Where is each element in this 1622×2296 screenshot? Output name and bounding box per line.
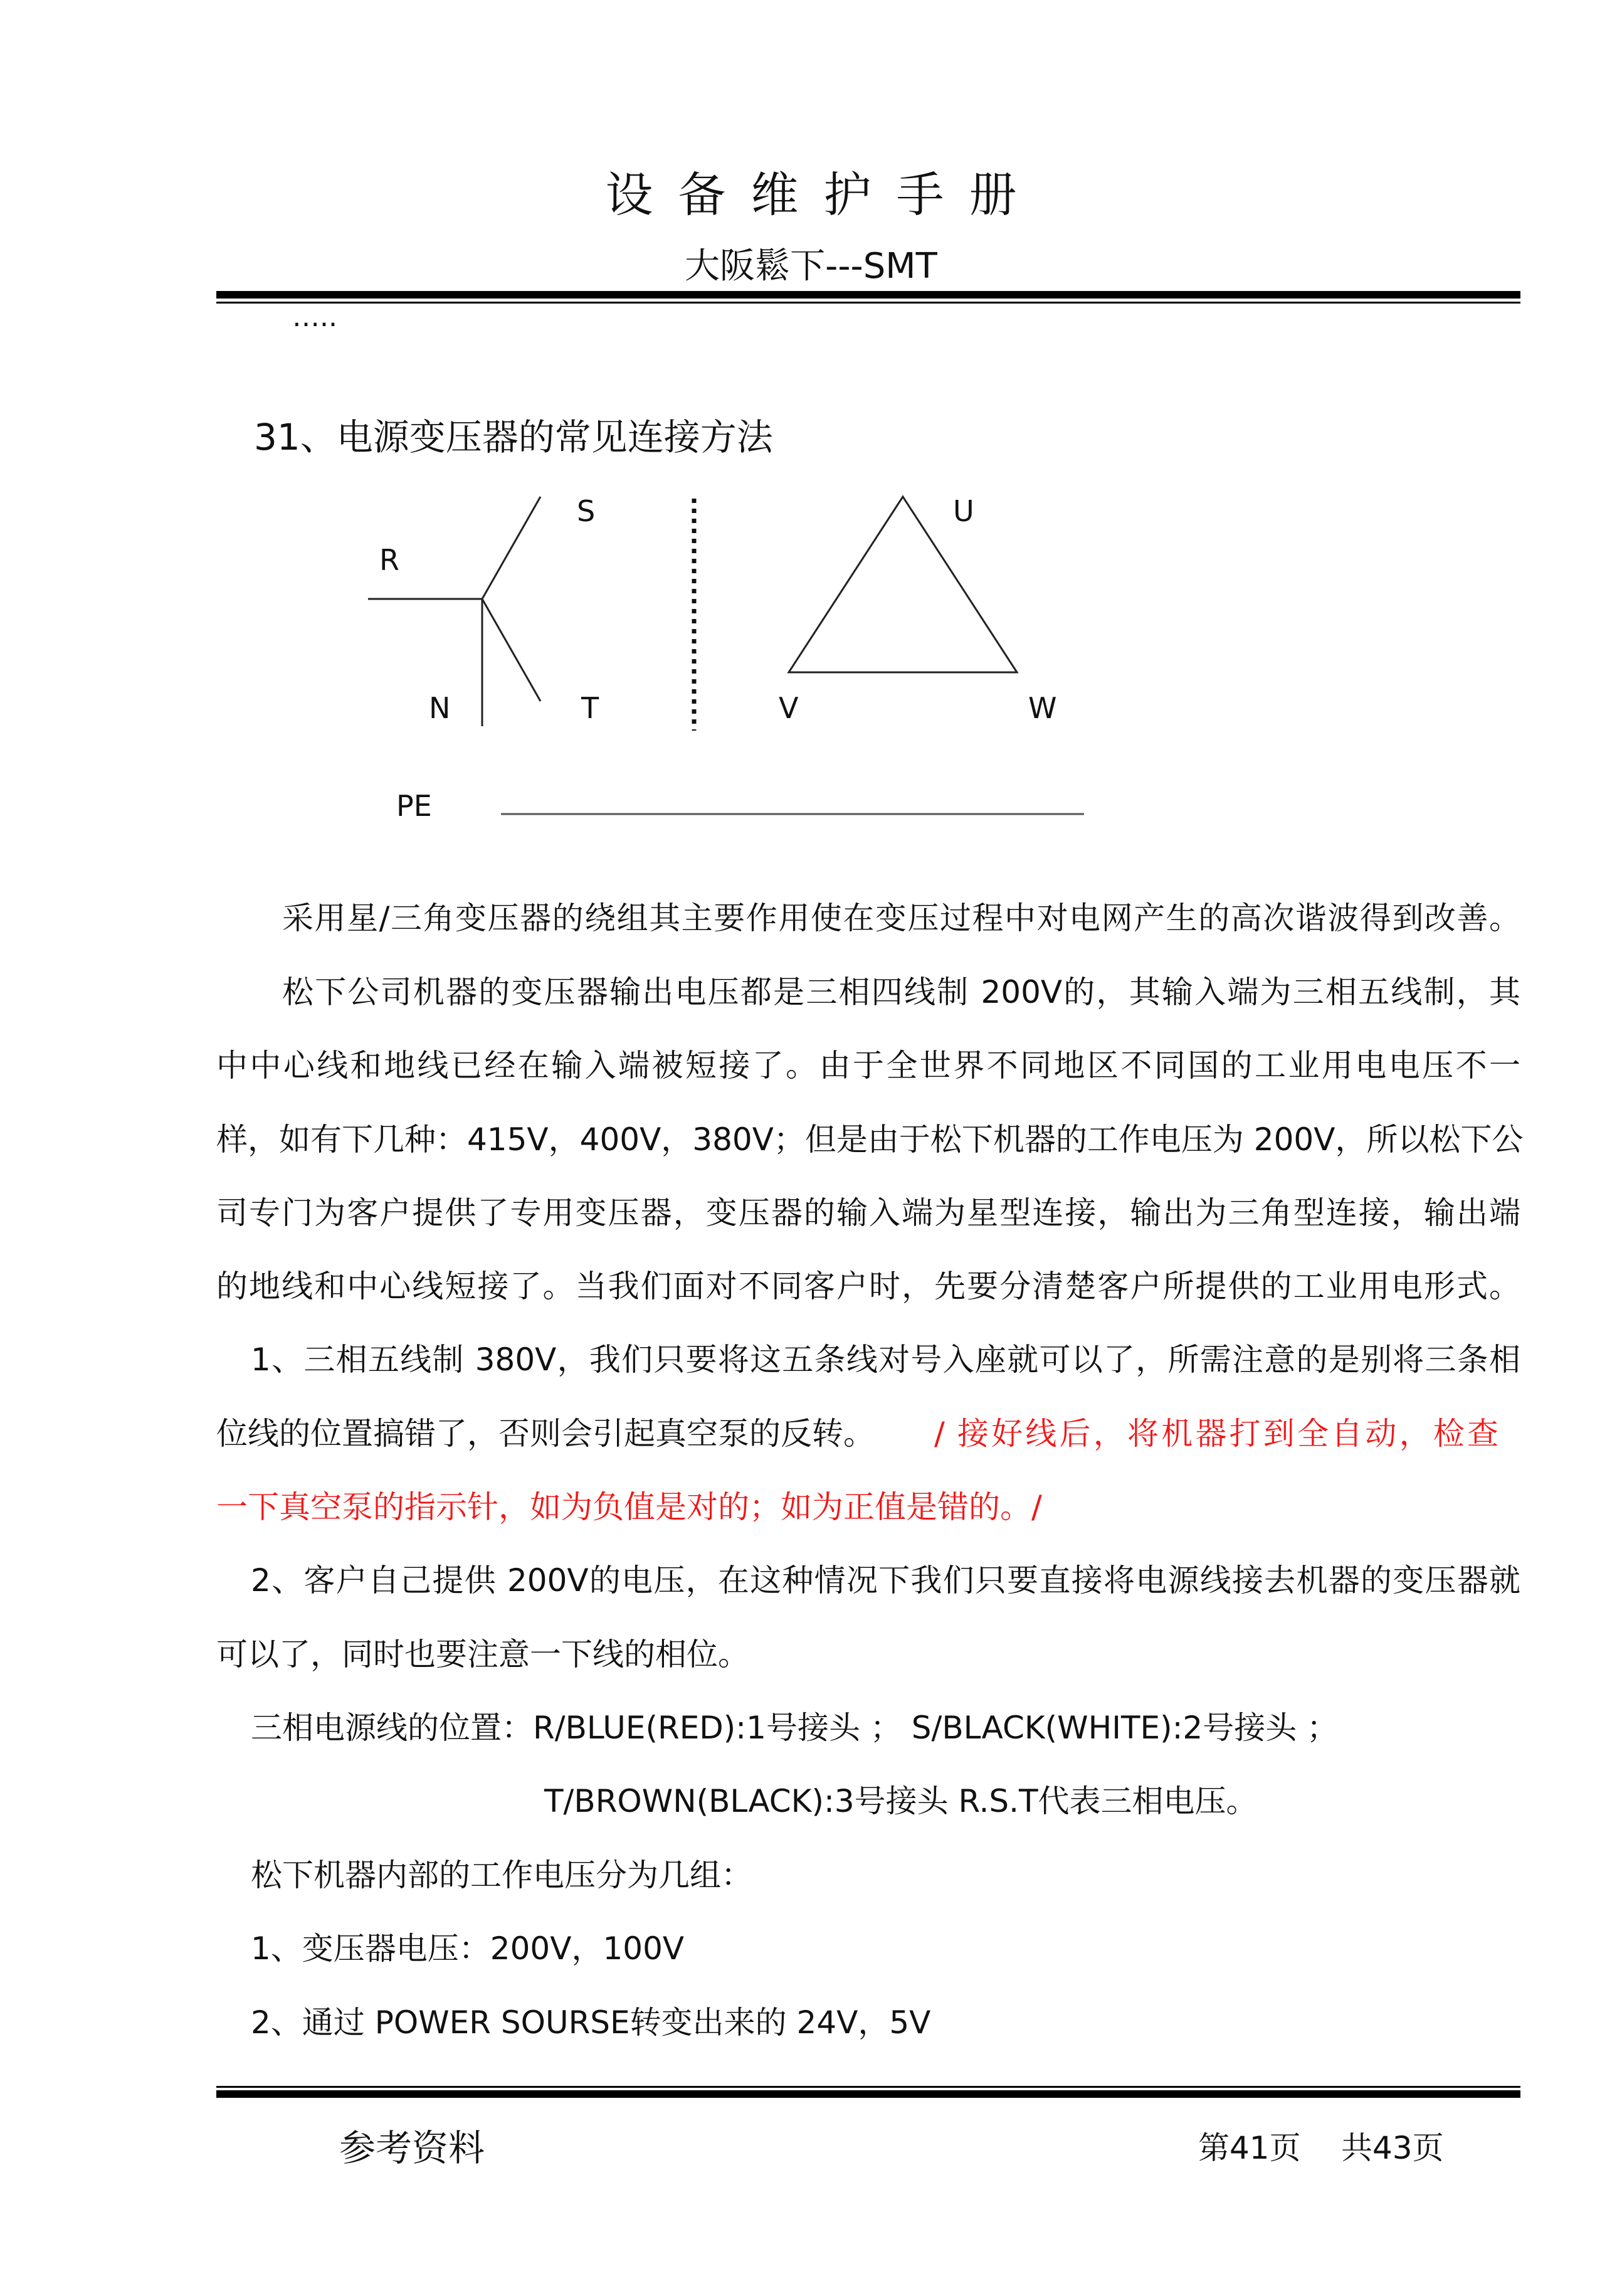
document-subtitle: 大阪鬆下---SMT — [685, 246, 937, 287]
groups-intro: 松下机器内部的工作电压分为几组： — [251, 1857, 752, 1893]
paragraph-line: 样，如有下几种：415V，400V，380V；但是由于松下机器的工作电压为 200V，所以松下公 — [216, 1121, 1524, 1158]
label-u: U — [953, 494, 974, 528]
footer-rule-thin — [216, 2086, 1520, 2088]
group-item: 2、通过 POWER SOURSE转变出来的 24V，5V — [251, 2004, 931, 2041]
label-s: S — [577, 494, 596, 528]
phase-line: 三相电源线的位置：R/BLUE(RED):1号接头 ； S/BLACK(WHITE):2号接头 ； — [251, 1710, 1339, 1746]
red-note-line: / 接好线后，将机器打到全自动，检查 — [934, 1415, 1498, 1452]
item-line: 可以了，同时也要注意一下线的相位。 — [216, 1636, 749, 1673]
paragraph-line: 中中心线和地线已经在输入端被短接了。由于全世界不同地区不同国的工业用电电压不一 — [216, 1047, 1520, 1084]
page-total: 共43页 — [1341, 2130, 1444, 2166]
paragraph-line: 松下公司机器的变压器输出电压都是三相四线制 200V的，其输入端为三相五线制，其 — [282, 974, 1520, 1010]
label-n: N — [429, 691, 451, 725]
label-w: W — [1028, 691, 1057, 725]
page-number: 第41页 — [1198, 2130, 1301, 2166]
section-heading: 31、电源变压器的常见连接方法 — [254, 416, 773, 458]
t-line — [482, 599, 540, 701]
label-v: V — [779, 691, 799, 725]
item-line: 位线的位置搞错了，否则会引起真空泵的反转。 — [216, 1415, 875, 1452]
paragraph-line: 采用星/三角变压器的绕组其主要作用使在变压过程中对电网产生的高次谐波得到改善。 — [282, 900, 1520, 936]
footer-label: 参考资料 — [339, 2127, 485, 2169]
document-title: 设备维护手册 — [605, 167, 1042, 223]
transformer-diagram — [0, 0, 1622, 878]
paragraph-line: 的地线和中心线短接了。当我们面对不同客户时，先要分清楚客户所提供的工业用电形式。 — [216, 1268, 1520, 1304]
label-t: T — [581, 691, 599, 725]
label-pe: PE — [396, 789, 432, 823]
group-item: 1、变压器电压：200V，100V — [251, 1930, 685, 1967]
s-line — [482, 497, 540, 599]
red-note-line: 一下真空泵的指示针，如为负值是对的；如为正值是错的。/ — [216, 1489, 1042, 1525]
paragraph-line: 司专门为客户提供了专用变压器，变压器的输入端为星型连接，输出为三角型连接，输出端 — [216, 1195, 1520, 1231]
footer-rule-thick — [216, 2090, 1520, 2098]
item-line: 2、客户自己提供 200V的电压，在这种情况下我们只要直接将电源线接去机器的变压器就 — [251, 1562, 1520, 1599]
ellipsis: ….. — [292, 301, 337, 333]
phase-line: T/BROWN(BLACK):3号接头 R.S.T代表三相电压。 — [544, 1783, 1258, 1819]
label-r: R — [379, 543, 399, 577]
delta-triangle — [789, 497, 1017, 672]
item-line: 1、三相五线制 380V，我们只要将这五条线对号入座就可以了，所需注意的是别将三条相 — [251, 1341, 1520, 1378]
